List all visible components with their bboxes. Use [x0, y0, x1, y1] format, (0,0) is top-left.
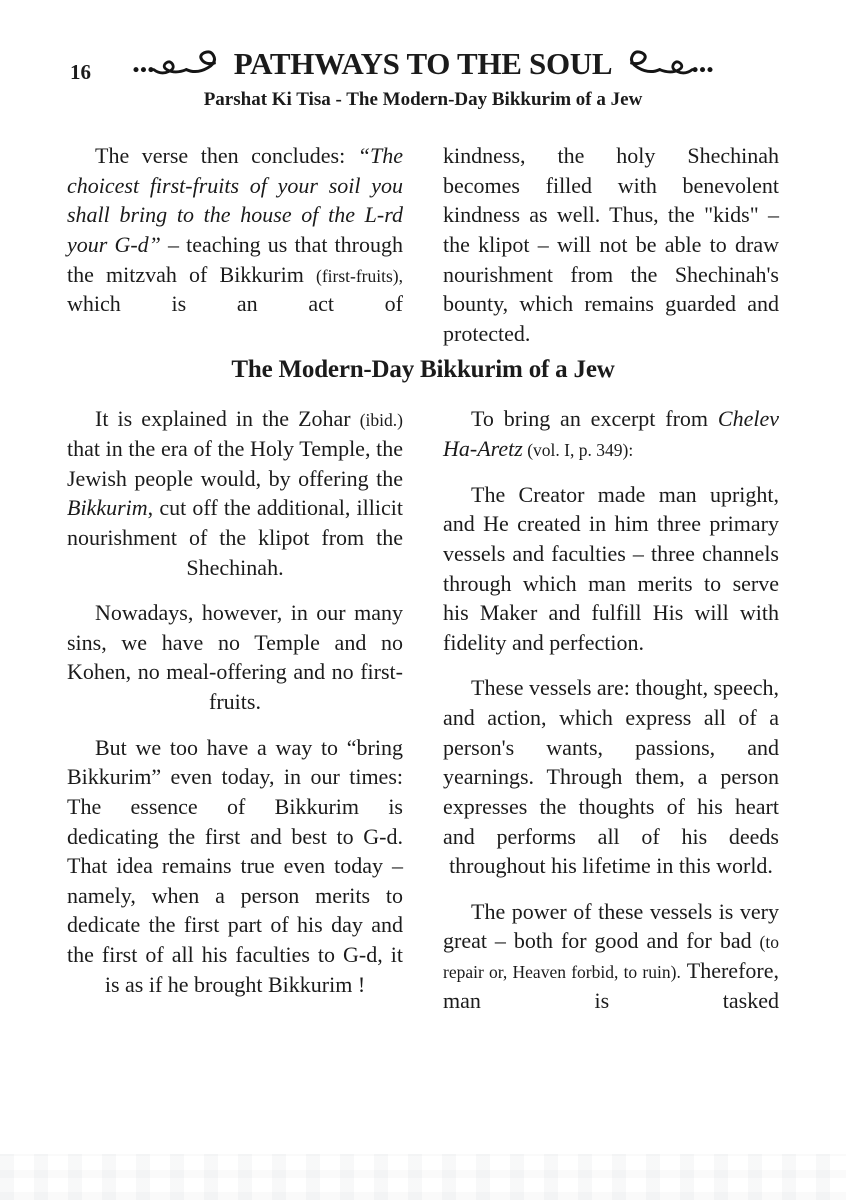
text-run: The verse then concludes: [95, 143, 358, 168]
verse-quote: “The choicest first-fruits of your soil you shall bring to the house of the L-rd your G-d” [67, 143, 403, 257]
parenthetical-gloss: (first-fruits), [316, 265, 403, 286]
citation-gloss: (vol. I, p. 349): [522, 440, 634, 460]
bottom-left-column [67, 404, 403, 1015]
top-right-column [443, 141, 779, 348]
book-name-italic: Chelev Ha-Aretz [443, 406, 779, 461]
masthead [67, 46, 779, 82]
page-number: 16 [70, 60, 91, 84]
parenthetical-gloss: (to repair or, Heaven forbid, to ruin). [443, 932, 779, 982]
text-run: Therefore, man is tasked [443, 958, 779, 1013]
section-heading: The Modern-Day Bikkurim of a Jew [231, 356, 615, 384]
text-run: – teaching us that through the mitzvah of Bikkurim [67, 231, 403, 287]
text-run: It is explained in the Zohar [95, 406, 360, 432]
text-run: The power of these vessels is very great – both for good and for bad [443, 898, 779, 954]
paragraph [443, 404, 779, 463]
top-columns [67, 141, 779, 348]
paragraph: kindness, the holy Shechinah becomes filled with benevolent kindness as well. Thus, the "kids" – the klipot – will not be able to draw nourishment from the Shechinah's bounty, which remains guarded and protected. [443, 143, 779, 346]
text-run: , cut off the additional, illicit nourishment of the klipot from the Shechinah. [67, 495, 403, 580]
text-run: that in the era of the Holy Temple, the Jewish people would, by offering the [67, 436, 403, 491]
top-left-column [67, 141, 403, 348]
paragraph: The Creator made man upright, and He created in him three primary vessels and faculties – three channels through which man merits to serve his Maker and fulfill His will with fidelity and perfection. [443, 481, 779, 655]
paragraph: But we too have a way to “bring Bikkurim” even today, in our times: The essence of Bikkurim is dedicating the first and best to G-d. That idea remains true even today – namely, when a person merits to dedicate the first part of his day and the first of all his faculties to G-d, it is as if he brought Bikkurim ! [67, 734, 403, 997]
paragraph [443, 897, 779, 1016]
citation-gloss: (ibid.) [359, 410, 403, 431]
scan-noise-band [0, 1154, 846, 1200]
text-run: which is an act of [67, 291, 403, 317]
term-italic: Bikkurim [67, 495, 148, 521]
paragraph [67, 404, 403, 582]
paragraph: These vessels are: thought, speech, and action, which express all of a person's wants, passions, and yearnings. Through them, a person expresses the thoughts of his heart and performs all of his deeds throughout his lifetime in this world. [443, 675, 779, 879]
book-title: PATHWAYS TO THE SOUL [233, 46, 613, 81]
chapter-subtitle: Parshat Ki Tisa - The Modern-Day Bikkurim of a Jew [203, 89, 643, 110]
paragraph [67, 141, 403, 319]
paragraph: Nowadays, however, in our many sins, we have no Temple and no Kohen, no meal-offering and no first-fruits. [67, 600, 403, 714]
bottom-right-column [443, 404, 779, 1015]
flourish-scroll-left-icon [130, 50, 226, 78]
flourish-scroll-right-icon [620, 50, 716, 78]
text-run: To bring an excerpt from [471, 406, 718, 432]
bottom-columns [67, 404, 779, 1015]
